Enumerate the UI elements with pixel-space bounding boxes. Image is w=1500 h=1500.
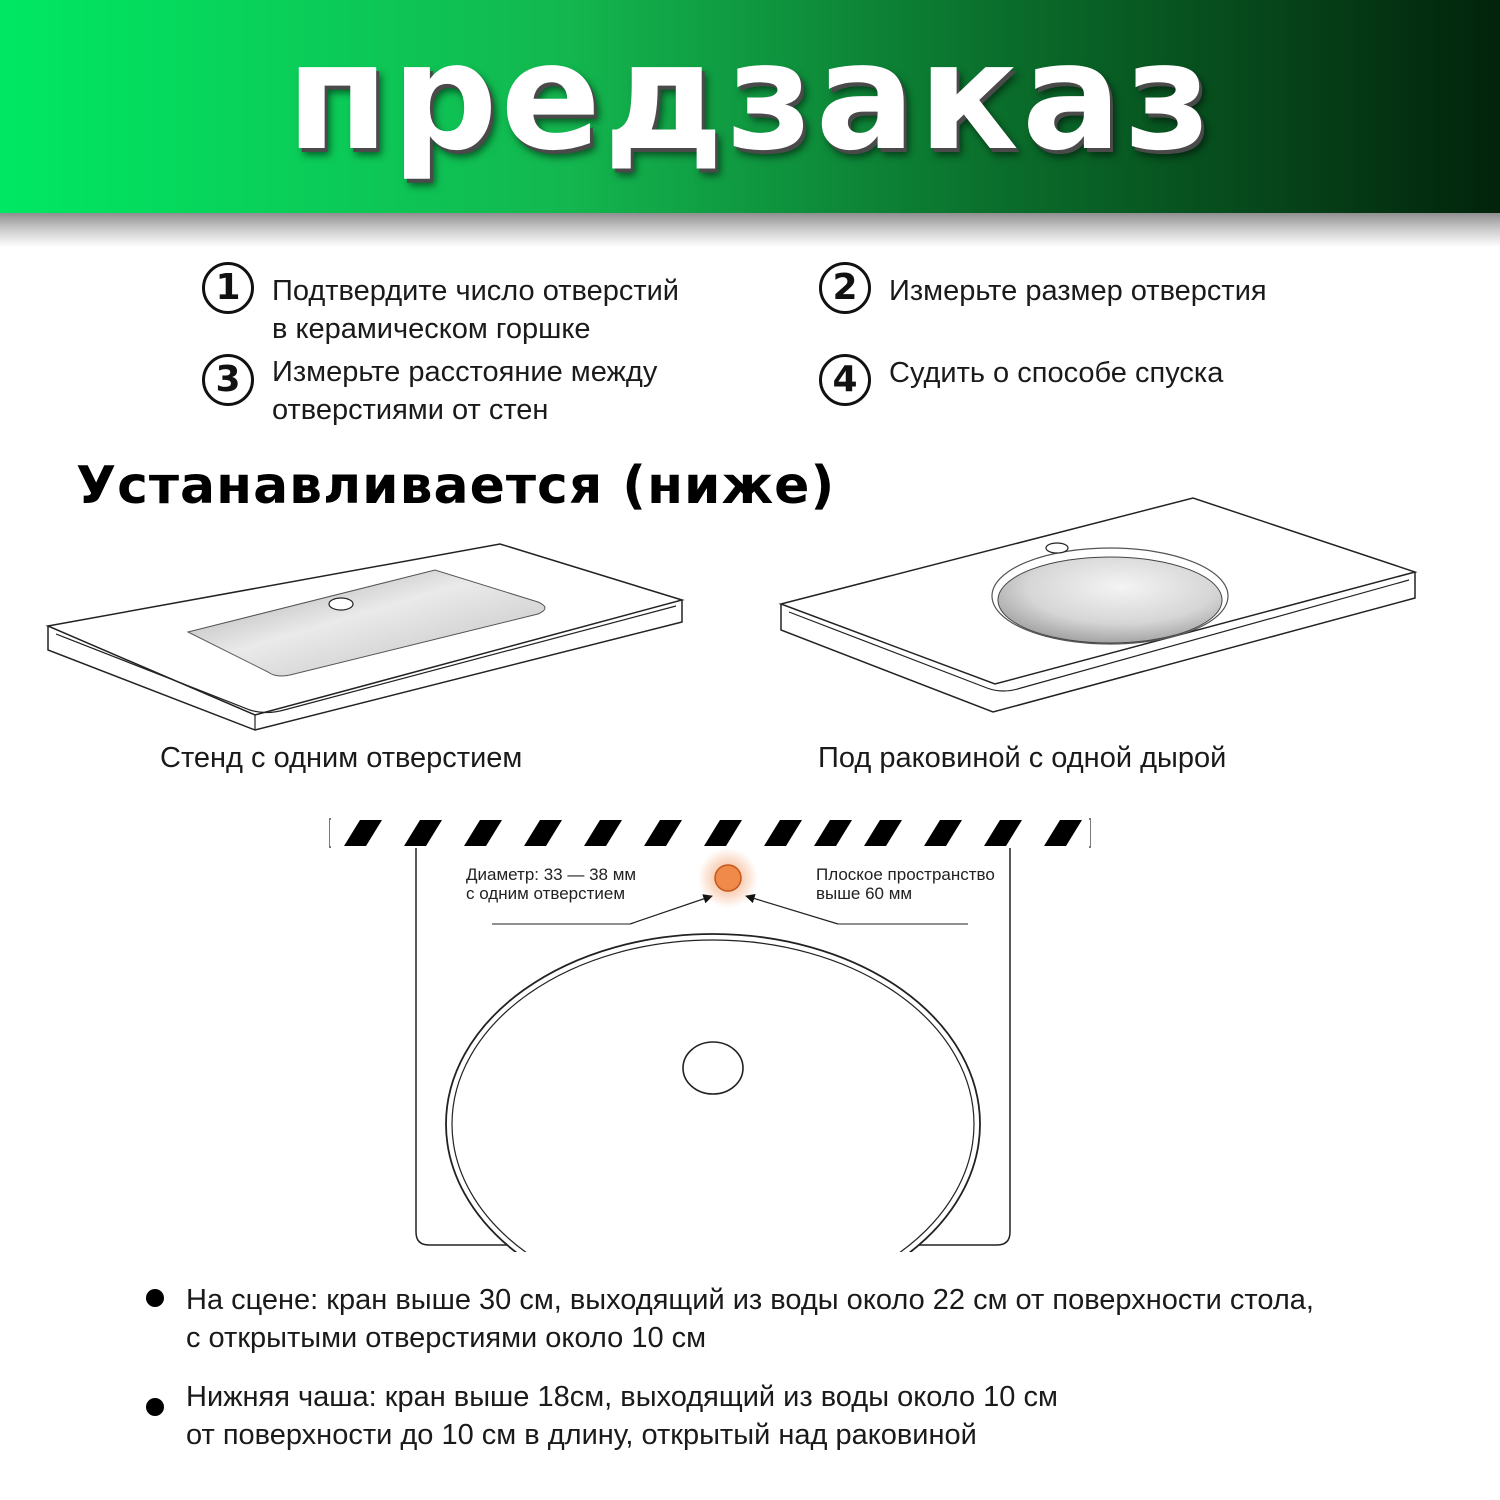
space-label-line2: выше 60 мм: [816, 884, 913, 903]
step-number-3: 3: [202, 354, 254, 406]
step-number-1: 1: [202, 262, 254, 314]
step-number-2: 2: [819, 262, 871, 314]
section-title: Устанавливается (ниже): [76, 456, 836, 516]
top-view-diagram: [320, 812, 1100, 1252]
diameter-label-line2: с одним отверстием: [466, 884, 626, 903]
step-text-1-line1: Подтвердите число отверстий: [272, 275, 680, 307]
step-text-2-line1: Измерьте размер отверстия: [889, 275, 1267, 307]
header-shadow: [0, 213, 1500, 247]
countertop-basin-illustration: [40, 510, 730, 740]
caption-undermount: Под раковиной с одной дырой: [818, 742, 1227, 774]
caption-countertop: Стенд с одним отверстием: [160, 742, 523, 774]
note-2-line2: от поверхности до 10 см в длину, открытый над раковиной: [186, 1419, 977, 1451]
step-text-3-line1: Измерьте расстояние между: [272, 356, 658, 388]
page-title: предзаказ: [286, 11, 1214, 183]
bullet-dot-2: [146, 1398, 164, 1416]
note-1-line2: с открытыми отверстиями около 10 см: [186, 1322, 707, 1354]
step-text-3-line2: отверстиями от стен: [272, 394, 549, 426]
note-1-line1: На сцене: кран выше 30 см, выходящий из воды около 22 см от поверхности стола,: [186, 1284, 1314, 1316]
bullet-dot-1: [146, 1289, 164, 1307]
drain-hole: [683, 1042, 743, 1094]
step-text-4-line1: Судить о способе спуска: [889, 357, 1224, 389]
diameter-label-line1: Диаметр: 33 — 38 мм: [466, 865, 637, 884]
step-text-1-line2: в керамическом горшке: [272, 313, 591, 345]
undermount-basin-illustration: [775, 492, 1425, 722]
space-label-line1: Плоское пространство: [816, 865, 995, 884]
faucet-hole: [715, 865, 741, 891]
note-2-line1: Нижняя чаша: кран выше 18см, выходящий из воды около 10 см: [186, 1381, 1058, 1413]
step-number-4: 4: [819, 354, 871, 406]
